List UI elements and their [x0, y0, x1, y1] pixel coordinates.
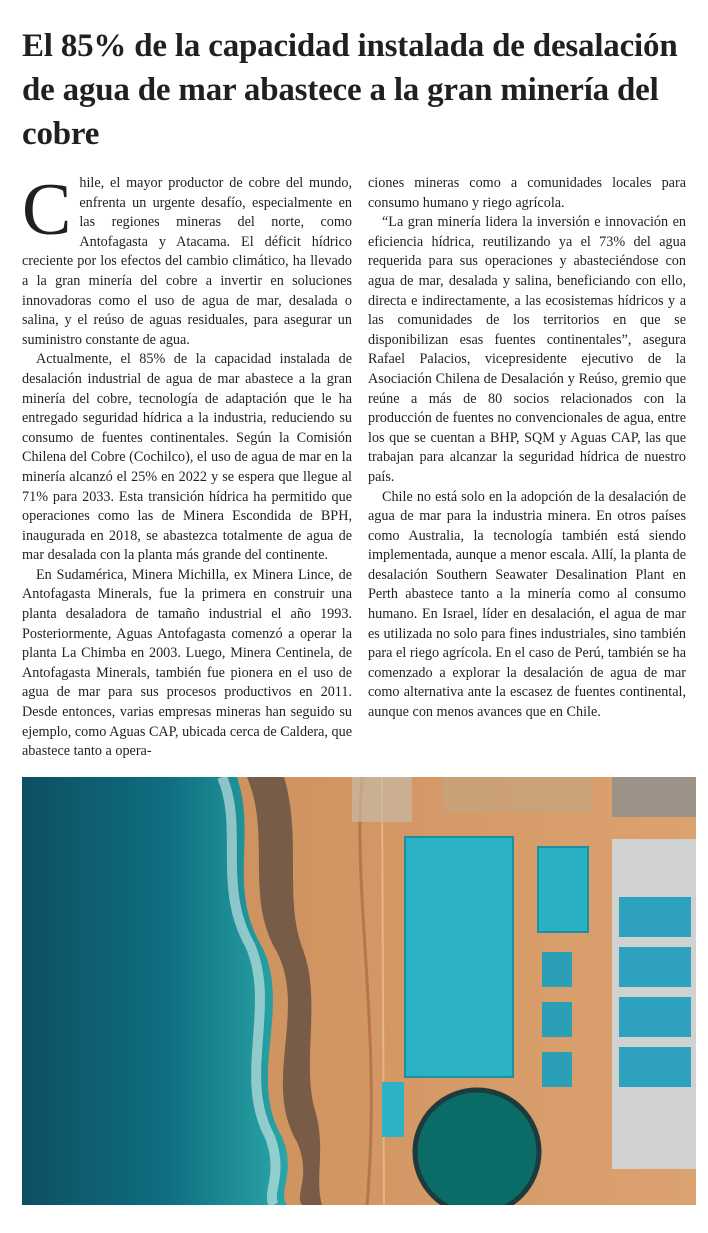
aerial-photo-desalination-plant	[22, 777, 696, 1205]
article-paragraph	[22, 169, 352, 350]
article-column-left	[22, 169, 352, 762]
paragraph-text: hile, el mayor productor de cobre del mundo, enfrenta un urgente desafío, especialmente en las regiones mineras del norte, como Antofagasta y Atacama. El déficit hídrico creciente por los efectos del cambio climático, ha llevado a la gran minería del cobre a invertir en soluciones innovadoras como el uso de agua de mar, desalada o salina, y el reúso de aguas residuales, para asegurar un suministro constante de agua.	[22, 175, 352, 348]
article-column-right	[368, 174, 686, 723]
article-headline: El 85% de la capacidad instalada de desalación de agua de mar abastece a la gran minería del cobre	[22, 28, 678, 152]
dropcap: C	[22, 169, 72, 251]
article-paragraph: ciones mineras como a comunidades locales para consumo humano y riego agrícola.	[368, 175, 686, 211]
article-paragraph: Actualmente, el 85% de la capacidad instalada de desalación industrial de agua de mar abastece a la gran minería del cobre, tecnología de adaptación que le ha entregado seguridad hídrica a la industria, reduciendo su consumo de fuentes continentales. Según la Comisión Chilena del Cobre (Cochilco), el uso de agua de mar en la minería alcanzó el 25% en 2022 y se espera que llegue al 71% para 2033. Esta transición hídrica ha permitido que operaciones como las de Minera Escondida de BPH, inaugurada en 2018, se abastezca totalmente de agua de mar desalada con la planta más grande del continente.	[22, 351, 352, 564]
article-paragraph: Chile no está solo en la adopción de la desalación de agua de mar para la industria minera. En otros países como Australia, la tecnología también está siendo implementada, aunque a menor escala. Allí, la planta de desalación Southern Seawater Desalination Plant en Perth abastece tanto a la minería como al consumo humano. En Israel, líder en desalación, el agua de mar es utilizada no solo para fines industriales, sino también para el riego agrícola. En el caso de Perú, también se ha comenzado a explorar la desalación de agua de mar como alternativa ante la escasez de fuentes continental, aunque con menos avances que en Chile.	[368, 488, 686, 721]
article-paragraph: “La gran minería lidera la inversión e innovación en eficiencia hídrica, reutilizando ya el 73% del agua requerida para sus operaciones y abasteciéndose con agua de mar, desalada y salina, beneficiando con ello, directa e indirectamente, a las ecosistemas hídricos y a las comunidades de los territorios en que se disponibilizan esas fuentes continentales”, asegura Rafael Palacios, vicepresidente ejecutivo de la Asociación Chilena de Desalación y Reúso, gremio que reúne a más de 80 socios relacionados con la producción de fuentes no convencionales de agua, entre los que se cuentan a BHP, SQM y Aguas CAP, las que trabajan para alcanzar la seguridad hídrica de nuestro país.	[368, 214, 686, 485]
article-paragraph: En Sudamérica, Minera Michilla, ex Minera Lince, de Antofagasta Minerals, fue la primera en construir una planta desaladora de tamaño industrial el año 1993. Posteriormente, Aguas Antofagasta comenzó a operar la planta La Chimba en 2003. Luego, Minera Centinela, de Antofagasta Minerals, también fue pionera en el uso de agua de mar para sus procesos productivos en 2011. Desde entonces, varias empresas mineras han seguido su ejemplo, como Aguas CAP, ubicada cerca de Caldera, que abastece tanto a opera-	[22, 566, 352, 760]
